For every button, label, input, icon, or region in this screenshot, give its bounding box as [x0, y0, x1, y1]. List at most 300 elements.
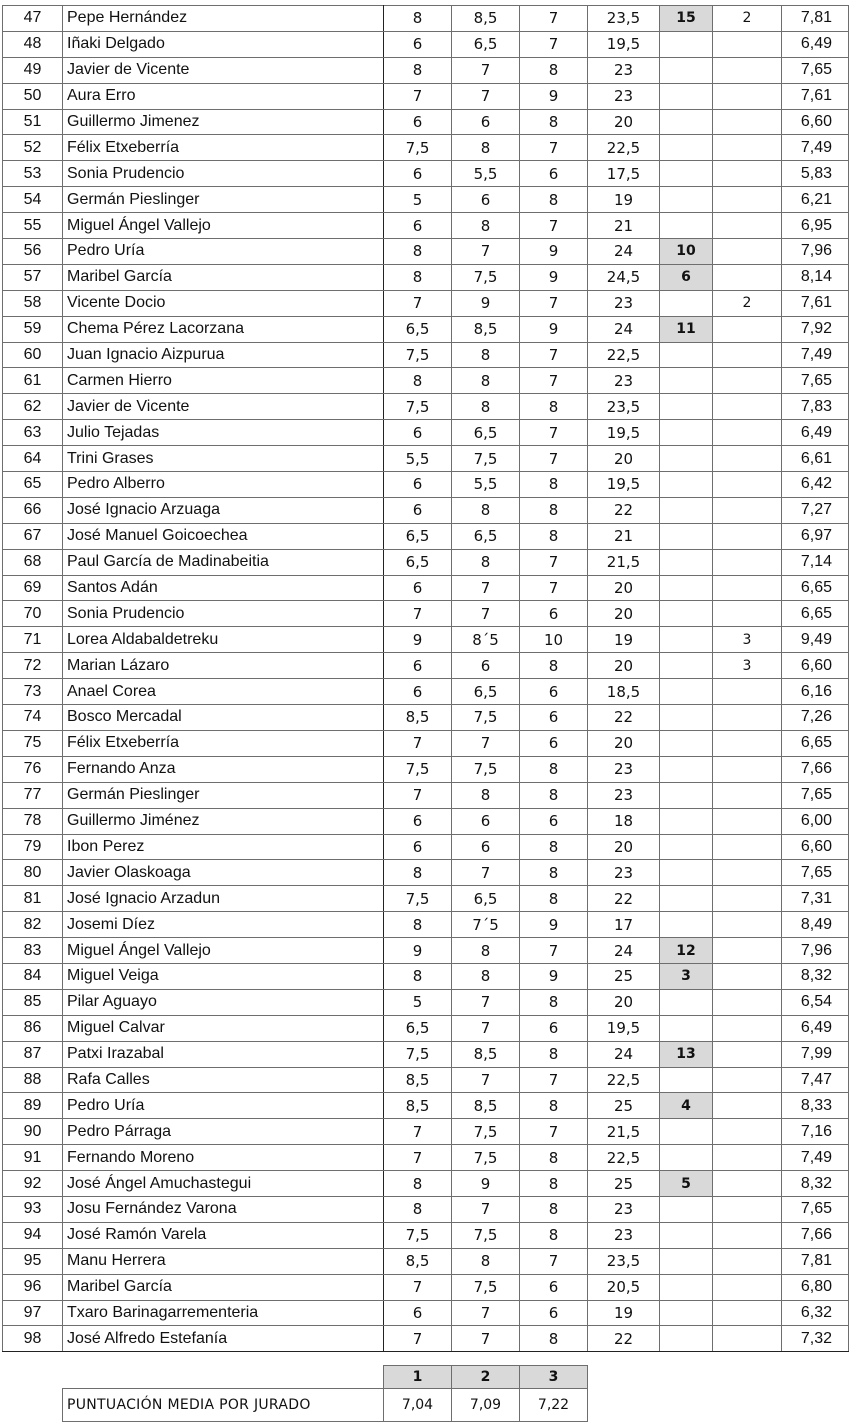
- row-number: 60: [3, 342, 63, 368]
- table-row: [3, 1015, 849, 1041]
- bonus-cell: [713, 1119, 782, 1145]
- bonus-cell: [713, 860, 782, 886]
- average-score: 7,65: [782, 860, 849, 886]
- total-score: 23: [588, 290, 660, 316]
- table-row: [3, 1222, 849, 1248]
- jury-3-score: 7: [520, 135, 588, 161]
- jury-2-score: 8: [452, 394, 520, 420]
- rank-cell: [660, 912, 713, 938]
- table-row: [3, 679, 849, 705]
- bonus-cell: [713, 342, 782, 368]
- rank-cell: 6: [660, 264, 713, 290]
- rank-cell: 12: [660, 938, 713, 964]
- table-row: [3, 1248, 849, 1274]
- jury-3-score: 7: [520, 368, 588, 394]
- bonus-cell: [713, 446, 782, 472]
- row-number: 96: [3, 1274, 63, 1300]
- jury-2-score: 5,5: [452, 161, 520, 187]
- row-number: 54: [3, 187, 63, 213]
- jury-1-score: 6: [384, 472, 452, 498]
- jury-3-score: 8: [520, 860, 588, 886]
- table-row: [3, 472, 849, 498]
- participant-name: José Ramón Varela: [63, 1222, 384, 1248]
- jury-3-score: 8: [520, 989, 588, 1015]
- participant-name: Pedro Alberro: [63, 472, 384, 498]
- rank-cell: 4: [660, 1093, 713, 1119]
- rank-cell: [660, 1248, 713, 1274]
- bonus-cell: [713, 782, 782, 808]
- rank-cell: [660, 860, 713, 886]
- rank-cell: [660, 1300, 713, 1326]
- jury-1-score: 7: [384, 1119, 452, 1145]
- jury-1-score: 6: [384, 31, 452, 57]
- participant-name: Pedro Párraga: [63, 1119, 384, 1145]
- table-row: [3, 886, 849, 912]
- jury-3-score: 8: [520, 886, 588, 912]
- bonus-cell: [713, 601, 782, 627]
- jury-1-score: 8,5: [384, 1067, 452, 1093]
- table-row: [3, 1119, 849, 1145]
- jury-average-table: [62, 1365, 588, 1422]
- participant-name: Trini Grases: [63, 446, 384, 472]
- total-score: 20: [588, 575, 660, 601]
- jury-2-score: 7: [452, 1326, 520, 1352]
- jury-1-score: 8: [384, 368, 452, 394]
- jury-2-score: 6: [452, 653, 520, 679]
- participant-name: Pedro Uría: [63, 1093, 384, 1119]
- jury-1-score: 7,5: [384, 394, 452, 420]
- total-score: 24,5: [588, 264, 660, 290]
- bonus-cell: [713, 912, 782, 938]
- rank-cell: [660, 679, 713, 705]
- jury-3-score: 8: [520, 1145, 588, 1171]
- rank-cell: 11: [660, 316, 713, 342]
- average-score: 6,00: [782, 808, 849, 834]
- jury-2-score: 8: [452, 135, 520, 161]
- rank-cell: [660, 575, 713, 601]
- participant-name: Javier Olaskoaga: [63, 860, 384, 886]
- table-row: [3, 109, 849, 135]
- jury-3-score: 7: [520, 575, 588, 601]
- table-row: [3, 523, 849, 549]
- jury-3-score: 8: [520, 1041, 588, 1067]
- jury-2-score: 7,5: [452, 1222, 520, 1248]
- jury-1-score: 8: [384, 963, 452, 989]
- row-number: 71: [3, 627, 63, 653]
- jury-3-score: 8: [520, 1196, 588, 1222]
- rank-cell: [660, 213, 713, 239]
- table-row: [3, 31, 849, 57]
- bonus-cell: [713, 575, 782, 601]
- jury-3-score: 9: [520, 316, 588, 342]
- row-number: 58: [3, 290, 63, 316]
- jury-1-score: 6: [384, 213, 452, 239]
- total-score: 23: [588, 1196, 660, 1222]
- bonus-cell: [713, 1067, 782, 1093]
- jury-1-score: 7,5: [384, 886, 452, 912]
- participant-name: Julio Tejadas: [63, 420, 384, 446]
- participant-name: Pedro Uría: [63, 239, 384, 265]
- jury-2-score: 7: [452, 860, 520, 886]
- jury-3-score: 7: [520, 31, 588, 57]
- jury-2-score: 7,5: [452, 1274, 520, 1300]
- average-score: 7,14: [782, 549, 849, 575]
- row-number: 93: [3, 1196, 63, 1222]
- jury-3-score: 8: [520, 834, 588, 860]
- participant-name: Javier de Vicente: [63, 57, 384, 83]
- table-row: [3, 316, 849, 342]
- rank-cell: [660, 705, 713, 731]
- jury-3-score: 6: [520, 705, 588, 731]
- row-number: 61: [3, 368, 63, 394]
- table-row: [3, 497, 849, 523]
- participant-name: Bosco Mercadal: [63, 705, 384, 731]
- average-score: 6,80: [782, 1274, 849, 1300]
- table-row: [3, 1196, 849, 1222]
- jury-1-score: 7,5: [384, 1041, 452, 1067]
- row-number: 84: [3, 963, 63, 989]
- total-score: 21: [588, 213, 660, 239]
- total-score: 20: [588, 653, 660, 679]
- rank-cell: 13: [660, 1041, 713, 1067]
- table-row: [3, 912, 849, 938]
- table-row: [3, 963, 849, 989]
- rank-cell: [660, 83, 713, 109]
- table-row: [3, 290, 849, 316]
- bonus-cell: [713, 109, 782, 135]
- average-score: 7,47: [782, 1067, 849, 1093]
- row-number: 98: [3, 1326, 63, 1352]
- participant-name: Juan Ignacio Aizpurua: [63, 342, 384, 368]
- average-score: 7,16: [782, 1119, 849, 1145]
- participant-name: José Manuel Goicoechea: [63, 523, 384, 549]
- jury-2-score: 7,5: [452, 705, 520, 731]
- total-score: 21,5: [588, 1119, 660, 1145]
- average-score: 8,32: [782, 1171, 849, 1197]
- jury-3-score: 8: [520, 109, 588, 135]
- jury-1-score: 5,5: [384, 446, 452, 472]
- participant-name: Fernando Anza: [63, 756, 384, 782]
- total-score: 21,5: [588, 549, 660, 575]
- jury-3-score: 8: [520, 523, 588, 549]
- average-score: 7,99: [782, 1041, 849, 1067]
- table-row: [3, 1300, 849, 1326]
- average-score: 6,65: [782, 601, 849, 627]
- jury-2-score: 6,5: [452, 420, 520, 446]
- jury-3-score: 6: [520, 808, 588, 834]
- row-number: 82: [3, 912, 63, 938]
- average-score: 6,97: [782, 523, 849, 549]
- table-row: [3, 756, 849, 782]
- bonus-cell: [713, 420, 782, 446]
- participant-name: Miguel Calvar: [63, 1015, 384, 1041]
- total-score: 23: [588, 860, 660, 886]
- jury-2-score: 6,5: [452, 679, 520, 705]
- row-number: 78: [3, 808, 63, 834]
- jury-header-1: 1: [384, 1366, 452, 1389]
- bonus-cell: 2: [713, 290, 782, 316]
- average-score: 8,14: [782, 264, 849, 290]
- scores-table: [2, 5, 849, 1352]
- bonus-cell: [713, 161, 782, 187]
- row-number: 90: [3, 1119, 63, 1145]
- average-score: 6,61: [782, 446, 849, 472]
- table-row: [3, 627, 849, 653]
- jury-3-score: 8: [520, 1222, 588, 1248]
- average-score: 7,49: [782, 135, 849, 161]
- average-score: 7,96: [782, 239, 849, 265]
- average-score: 6,49: [782, 31, 849, 57]
- row-number: 64: [3, 446, 63, 472]
- rank-cell: [660, 808, 713, 834]
- bonus-cell: [713, 938, 782, 964]
- jury-1-score: 8: [384, 1171, 452, 1197]
- total-score: 23: [588, 83, 660, 109]
- jury-3-score: 8: [520, 653, 588, 679]
- average-score: 7,66: [782, 1222, 849, 1248]
- jury-1-score: 6,5: [384, 1015, 452, 1041]
- total-score: 18,5: [588, 679, 660, 705]
- row-number: 81: [3, 886, 63, 912]
- row-number: 74: [3, 705, 63, 731]
- rank-cell: [660, 497, 713, 523]
- rank-cell: [660, 756, 713, 782]
- average-score: 6,95: [782, 213, 849, 239]
- row-number: 47: [3, 6, 63, 32]
- row-number: 59: [3, 316, 63, 342]
- average-score: 6,42: [782, 472, 849, 498]
- jury-3-score: 8: [520, 1093, 588, 1119]
- row-number: 50: [3, 83, 63, 109]
- participant-name: José Ángel Amuchastegui: [63, 1171, 384, 1197]
- total-score: 19: [588, 1300, 660, 1326]
- total-score: 22,5: [588, 135, 660, 161]
- jury-3-score: 8: [520, 1171, 588, 1197]
- jury-1-score: 7: [384, 1145, 452, 1171]
- rank-cell: [660, 1145, 713, 1171]
- participant-name: Josemi Díez: [63, 912, 384, 938]
- jury-1-score: 9: [384, 627, 452, 653]
- total-score: 17,5: [588, 161, 660, 187]
- participant-name: Félix Etxeberría: [63, 135, 384, 161]
- average-score: 7,83: [782, 394, 849, 420]
- row-number: 49: [3, 57, 63, 83]
- rank-cell: [660, 1274, 713, 1300]
- rank-cell: [660, 989, 713, 1015]
- rank-cell: [660, 109, 713, 135]
- average-score: 9,49: [782, 627, 849, 653]
- participant-name: Miguel Veiga: [63, 963, 384, 989]
- bonus-cell: [713, 83, 782, 109]
- jury-3-score: 7: [520, 1119, 588, 1145]
- total-score: 21: [588, 523, 660, 549]
- bonus-cell: [713, 239, 782, 265]
- jury-1-score: 5: [384, 187, 452, 213]
- total-score: 20: [588, 834, 660, 860]
- jury-1-score: 8,5: [384, 1093, 452, 1119]
- table-row: [3, 730, 849, 756]
- jury-1-score: 8,5: [384, 1248, 452, 1274]
- total-score: 19: [588, 627, 660, 653]
- jury-1-score: 6: [384, 497, 452, 523]
- bonus-cell: [713, 756, 782, 782]
- average-score: 7,31: [782, 886, 849, 912]
- bonus-cell: 2: [713, 6, 782, 32]
- jury-3-score: 7: [520, 290, 588, 316]
- row-number: 88: [3, 1067, 63, 1093]
- bonus-cell: [713, 472, 782, 498]
- jury-2-score: 8: [452, 497, 520, 523]
- table-row: [3, 394, 849, 420]
- row-number: 67: [3, 523, 63, 549]
- rank-cell: [660, 394, 713, 420]
- rank-cell: 15: [660, 6, 713, 32]
- participant-name: Maribel García: [63, 1274, 384, 1300]
- total-score: 19,5: [588, 31, 660, 57]
- table-row: [3, 1274, 849, 1300]
- total-score: 24: [588, 239, 660, 265]
- row-number: 95: [3, 1248, 63, 1274]
- jury-1-score: 8: [384, 264, 452, 290]
- bonus-cell: [713, 730, 782, 756]
- table-row: [3, 1326, 849, 1352]
- average-score: 6,32: [782, 1300, 849, 1326]
- participant-name: Miguel Ángel Vallejo: [63, 938, 384, 964]
- jury-1-score: 7,5: [384, 342, 452, 368]
- rank-cell: [660, 342, 713, 368]
- participant-name: Iñaki Delgado: [63, 31, 384, 57]
- participant-name: Pilar Aguayo: [63, 989, 384, 1015]
- row-number: 89: [3, 1093, 63, 1119]
- jury-2-score: 7: [452, 83, 520, 109]
- jury-2-score: 8: [452, 368, 520, 394]
- table-row: [3, 1145, 849, 1171]
- jury-2-score: 7: [452, 1015, 520, 1041]
- scores-table-body: [3, 6, 849, 1352]
- jury-2-score: 8: [452, 549, 520, 575]
- participant-name: Chema Pérez Lacorzana: [63, 316, 384, 342]
- total-score: 22: [588, 1326, 660, 1352]
- jury-1-score: 7: [384, 730, 452, 756]
- average-score: 7,49: [782, 342, 849, 368]
- table-row: [3, 135, 849, 161]
- rank-cell: [660, 472, 713, 498]
- bonus-cell: [713, 31, 782, 57]
- participant-name: Javier de Vicente: [63, 394, 384, 420]
- total-score: 23,5: [588, 394, 660, 420]
- participant-name: Germán Pieslinger: [63, 187, 384, 213]
- row-number: 94: [3, 1222, 63, 1248]
- jury-1-score: 7: [384, 83, 452, 109]
- jury-1-score: 8,5: [384, 705, 452, 731]
- participant-name: Maribel García: [63, 264, 384, 290]
- total-score: 25: [588, 1171, 660, 1197]
- jury-2-score: 7,5: [452, 264, 520, 290]
- bonus-cell: [713, 368, 782, 394]
- jury-1-score: 6: [384, 420, 452, 446]
- average-score: 7,26: [782, 705, 849, 731]
- row-number: 87: [3, 1041, 63, 1067]
- table-row: [3, 213, 849, 239]
- participant-name: Sonia Prudencio: [63, 161, 384, 187]
- jury-2-score: 7: [452, 1196, 520, 1222]
- jury-1-score: 6: [384, 834, 452, 860]
- average-score: 5,83: [782, 161, 849, 187]
- jury-1-score: 6,5: [384, 549, 452, 575]
- jury-3-score: 7: [520, 446, 588, 472]
- bonus-cell: [713, 834, 782, 860]
- total-score: 20: [588, 109, 660, 135]
- jury-header-2: 2: [452, 1366, 520, 1389]
- participant-name: José Ignacio Arzadun: [63, 886, 384, 912]
- bonus-cell: [713, 1248, 782, 1274]
- jury-1-score: 7: [384, 1326, 452, 1352]
- jury-2-score: 7: [452, 1300, 520, 1326]
- participant-name: Vicente Docio: [63, 290, 384, 316]
- rank-cell: [660, 886, 713, 912]
- bonus-cell: [713, 264, 782, 290]
- total-score: 20: [588, 989, 660, 1015]
- jury-3-score: 9: [520, 83, 588, 109]
- total-score: 22: [588, 886, 660, 912]
- average-score: 6,60: [782, 109, 849, 135]
- total-score: 24: [588, 316, 660, 342]
- bonus-cell: [713, 886, 782, 912]
- jury-1-score: 6,5: [384, 316, 452, 342]
- total-score: 25: [588, 1093, 660, 1119]
- bonus-cell: [713, 497, 782, 523]
- table-row: [3, 808, 849, 834]
- jury-2-score: 7´5: [452, 912, 520, 938]
- jury-1-score: 7,5: [384, 756, 452, 782]
- participant-name: Miguel Ángel Vallejo: [63, 213, 384, 239]
- jury-1-score: 8: [384, 912, 452, 938]
- row-number: 80: [3, 860, 63, 886]
- jury-2-score: 5,5: [452, 472, 520, 498]
- jury-3-score: 7: [520, 938, 588, 964]
- jury-1-score: 6: [384, 653, 452, 679]
- jury-2-score: 7,5: [452, 756, 520, 782]
- bonus-cell: [713, 808, 782, 834]
- table-row: [3, 1093, 849, 1119]
- bonus-cell: 3: [713, 627, 782, 653]
- average-score: 8,32: [782, 963, 849, 989]
- jury-3-score: 6: [520, 1015, 588, 1041]
- rank-cell: [660, 446, 713, 472]
- jury-2-score: 7: [452, 730, 520, 756]
- participant-name: Guillermo Jimenez: [63, 109, 384, 135]
- jury-1-score: 8: [384, 860, 452, 886]
- table-row: [3, 653, 849, 679]
- jury-1-score: 5: [384, 989, 452, 1015]
- total-score: 23,5: [588, 1248, 660, 1274]
- jury-1-score: 8: [384, 239, 452, 265]
- total-score: 23: [588, 756, 660, 782]
- table-row: [3, 782, 849, 808]
- row-number: 97: [3, 1300, 63, 1326]
- jury-2-score: 9: [452, 1171, 520, 1197]
- total-score: 23: [588, 368, 660, 394]
- jury-2-score: 7: [452, 57, 520, 83]
- jury-2-score: 6: [452, 109, 520, 135]
- jury-3-score: 7: [520, 1067, 588, 1093]
- rank-cell: [660, 782, 713, 808]
- jury-3-score: 8: [520, 57, 588, 83]
- jury-1-score: 8: [384, 1196, 452, 1222]
- jury-2-score: 8: [452, 782, 520, 808]
- average-score: 8,33: [782, 1093, 849, 1119]
- bonus-cell: [713, 1171, 782, 1197]
